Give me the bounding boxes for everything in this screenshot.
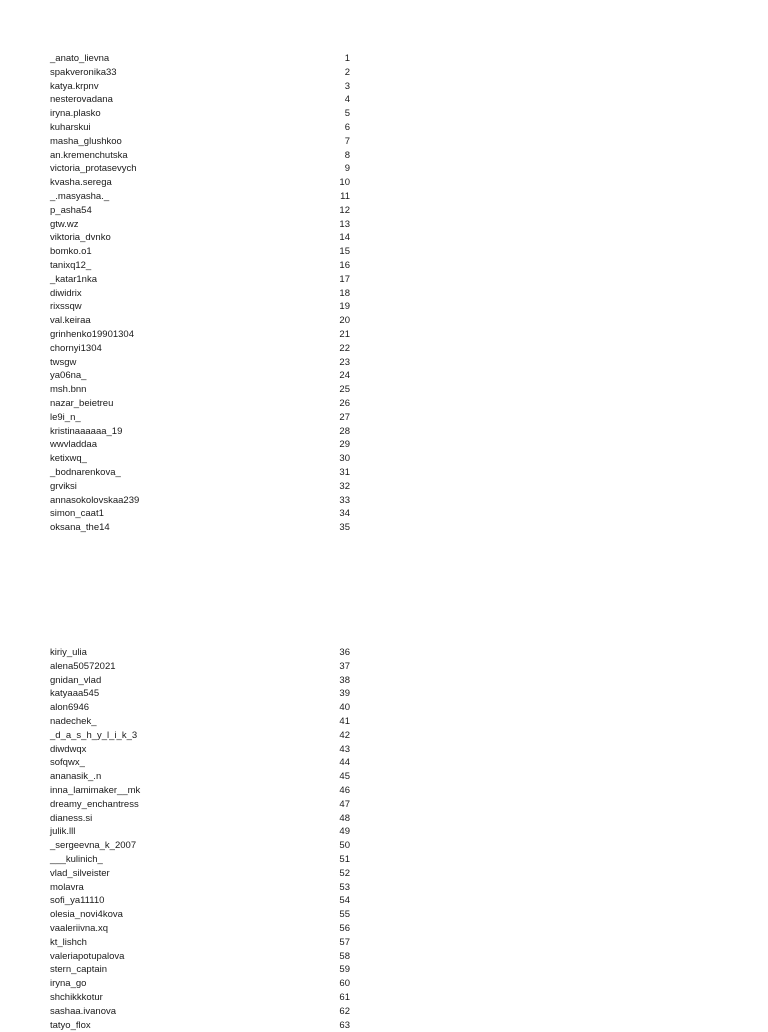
- list-item: [50, 218, 350, 232]
- list-item: [50, 411, 350, 425]
- list-item: [50, 176, 350, 190]
- username-text: chornyi1304: [50, 342, 102, 354]
- username-text: kuharskui: [50, 121, 91, 133]
- username-text: bomko.o1: [50, 246, 92, 258]
- username-text: molavra: [50, 881, 84, 893]
- row-number: 47: [339, 798, 350, 810]
- username-text: dreamy_enchantress: [50, 798, 139, 810]
- row-number: 38: [339, 674, 350, 686]
- username-text: simon_caat1: [50, 508, 104, 520]
- username-text: gnidan_vlad: [50, 674, 102, 686]
- list-item: [50, 273, 350, 287]
- row-number: 7: [344, 135, 350, 147]
- list-item: [50, 287, 350, 301]
- username-text: nadechek_: [50, 715, 97, 727]
- list-item: [50, 963, 350, 977]
- username-text: vaaleriivna.xq: [50, 922, 109, 934]
- list-item: [50, 646, 350, 660]
- row-number: 56: [339, 922, 350, 934]
- row-number: 35: [339, 522, 350, 534]
- row-number: 34: [339, 508, 350, 520]
- row-number: 48: [339, 812, 350, 824]
- username-text: le9i_n_: [50, 411, 81, 423]
- username-text: olesia_novi4kova: [50, 909, 123, 921]
- list-item: [50, 660, 350, 674]
- row-number: 1: [344, 53, 350, 64]
- list-item: [50, 991, 350, 1005]
- username-text: katyaaa545: [50, 688, 100, 700]
- list-item: [50, 674, 350, 688]
- list-item: [50, 798, 350, 812]
- username-text: rixssqw: [50, 301, 82, 313]
- row-number: 43: [339, 743, 350, 755]
- list-item: [50, 715, 350, 729]
- row-number: 42: [339, 729, 350, 741]
- username-text: msh.bnn: [50, 384, 87, 396]
- list-item: [50, 93, 350, 107]
- username-text: nazar_beietreu: [50, 397, 114, 409]
- row-number: 49: [339, 826, 350, 838]
- list-item: [50, 149, 350, 163]
- row-number: 37: [339, 660, 350, 672]
- username-text: alena50572021: [50, 660, 116, 672]
- list-item: [50, 784, 350, 798]
- row-number: 12: [339, 204, 350, 216]
- username-text: valeriapotupalova: [50, 950, 125, 962]
- row-number: 28: [339, 425, 350, 437]
- row-number: 29: [339, 439, 350, 451]
- username-text: ketixwq_: [50, 453, 87, 465]
- row-number: 15: [339, 246, 350, 258]
- list-item: [50, 314, 350, 328]
- username-text: diwdwqx: [50, 743, 87, 755]
- username-text: tatyo_flox: [50, 1019, 91, 1031]
- username-text: _katar1nka: [50, 273, 98, 285]
- list-item: [50, 356, 350, 370]
- username-text: victoria_protasevych: [50, 163, 137, 175]
- username-text: masha_glushkoo: [50, 135, 122, 147]
- row-number: 5: [344, 108, 350, 120]
- list-item: [50, 701, 350, 715]
- list-item: [50, 121, 350, 135]
- list-item: [50, 825, 350, 839]
- list-item: [50, 812, 350, 826]
- list-item: [50, 52, 350, 66]
- list-item: [50, 1005, 350, 1019]
- username-text: dianess.si: [50, 812, 93, 824]
- row-number: 9: [344, 163, 350, 175]
- row-number: 32: [339, 480, 350, 492]
- username-text: ___kulinich_: [50, 853, 103, 865]
- list-item: [50, 950, 350, 964]
- row-number: 19: [339, 301, 350, 313]
- row-number: 20: [339, 315, 350, 327]
- row-number: 18: [339, 287, 350, 299]
- row-number: 13: [339, 218, 350, 230]
- username-text: viktoria_dvnko: [50, 232, 111, 244]
- list-item: [50, 507, 350, 521]
- username-text: twsgw: [50, 356, 77, 368]
- row-number: 31: [339, 466, 350, 478]
- username-text: _d_a_s_h_y_l_i_k_3: [50, 729, 138, 741]
- row-number: 59: [339, 964, 350, 976]
- username-text: annasokolovskaa239: [50, 494, 140, 506]
- list-item: [50, 383, 350, 397]
- row-number: 61: [339, 991, 350, 1003]
- row-number: 62: [339, 1005, 350, 1017]
- row-number: 2: [344, 66, 350, 78]
- row-number: 4: [344, 94, 350, 106]
- list-item: [50, 231, 350, 245]
- username-text: _.masyasha._: [50, 190, 110, 202]
- list-item: [50, 908, 350, 922]
- list-item: [50, 977, 350, 991]
- row-number: 27: [339, 411, 350, 423]
- username-text: _anato_lievna: [50, 53, 110, 64]
- username-text: kt_lishch: [50, 936, 87, 948]
- username-text: grviksi: [50, 480, 77, 492]
- row-number: 36: [339, 647, 350, 658]
- list-item: [50, 881, 350, 895]
- row-number: 17: [339, 273, 350, 285]
- username-text: stern_captain: [50, 964, 108, 976]
- row-number: 54: [339, 895, 350, 907]
- list-item: [50, 190, 350, 204]
- username-text: katya.krpnv: [50, 80, 99, 92]
- list-item: [50, 425, 350, 439]
- username-text: grinhenko19901304: [50, 328, 134, 340]
- row-number: 30: [339, 453, 350, 465]
- row-number: 63: [339, 1019, 350, 1031]
- list-item: [50, 839, 350, 853]
- row-number: 21: [339, 328, 350, 340]
- username-text: sofqwx_: [50, 757, 85, 769]
- username-text: alon6946: [50, 702, 90, 714]
- username-text: nesterovadana: [50, 94, 113, 106]
- row-number: 14: [339, 232, 350, 244]
- list-item: [50, 853, 350, 867]
- username-text: julik.lll: [50, 826, 76, 838]
- list-block-2: [50, 646, 350, 1032]
- row-number: 60: [339, 978, 350, 990]
- username-text: tanixq12_: [50, 259, 92, 271]
- row-number: 25: [339, 384, 350, 396]
- username-text: an.kremenchutska: [50, 149, 128, 161]
- list-item: [50, 480, 350, 494]
- row-number: 16: [339, 259, 350, 271]
- username-text: ya06na_: [50, 370, 87, 382]
- list-item: [50, 756, 350, 770]
- username-text: ananasik_.n: [50, 771, 102, 783]
- row-number: 8: [344, 149, 350, 161]
- row-number: 24: [339, 370, 350, 382]
- row-number: 26: [339, 397, 350, 409]
- list-item: [50, 894, 350, 908]
- list-item: [50, 936, 350, 950]
- list-item: [50, 466, 350, 480]
- list-item: [50, 80, 350, 94]
- username-text: iryna.plasko: [50, 108, 101, 120]
- row-number: 40: [339, 702, 350, 714]
- username-text: iryna_go: [50, 978, 87, 990]
- username-text: p_asha54: [50, 204, 92, 216]
- list-item: [50, 369, 350, 383]
- row-number: 46: [339, 784, 350, 796]
- list-item: [50, 245, 350, 259]
- username-text: kiriy_ulia: [50, 647, 87, 658]
- list-item: [50, 521, 350, 535]
- list-item: [50, 494, 350, 508]
- username-text: kvasha.serega: [50, 177, 112, 189]
- row-number: 11: [340, 190, 350, 202]
- row-number: 22: [339, 342, 350, 354]
- list-item: [50, 259, 350, 273]
- username-text: vlad_silveister: [50, 867, 110, 879]
- list-item: [50, 328, 350, 342]
- row-number: 57: [339, 936, 350, 948]
- row-number: 51: [339, 853, 350, 865]
- list-item: [50, 162, 350, 176]
- username-text: val.keiraa: [50, 315, 91, 327]
- row-number: 55: [339, 909, 350, 921]
- username-text: _bodnarenkova_: [50, 466, 121, 478]
- list-item: [50, 135, 350, 149]
- row-number: 53: [339, 881, 350, 893]
- row-number: 41: [339, 715, 350, 727]
- list-item: [50, 204, 350, 218]
- username-text: oksana_the14: [50, 522, 110, 534]
- username-text: gtw.wz: [50, 218, 79, 230]
- list-item: [50, 300, 350, 314]
- list-item: [50, 342, 350, 356]
- username-text: sashaa.ivanova: [50, 1005, 117, 1017]
- row-number: 33: [339, 494, 350, 506]
- row-number: 23: [339, 356, 350, 368]
- list-item: [50, 867, 350, 881]
- row-number: 10: [339, 177, 350, 189]
- row-number: 45: [339, 771, 350, 783]
- username-text: wwvladdaa: [50, 439, 97, 451]
- list-item: [50, 1019, 350, 1032]
- row-number: 44: [339, 757, 350, 769]
- username-text: inna_lamimaker__mk: [50, 784, 141, 796]
- username-text: _sergeevna_k_2007: [50, 840, 137, 852]
- list-item: [50, 66, 350, 80]
- row-number: 58: [339, 950, 350, 962]
- list-item: [50, 397, 350, 411]
- row-number: 6: [344, 121, 350, 133]
- list-item: [50, 107, 350, 121]
- list-item: [50, 452, 350, 466]
- username-text: shchikkkotur: [50, 991, 103, 1003]
- row-number: 3: [344, 80, 350, 92]
- list-block-1: [50, 52, 350, 535]
- username-text: spakveronika33: [50, 66, 117, 78]
- list-item: [50, 729, 350, 743]
- username-text: kristinaaaaaa_19: [50, 425, 123, 437]
- username-text: diwidrix: [50, 287, 82, 299]
- username-text: sofi_ya11110: [50, 895, 105, 907]
- list-item: [50, 770, 350, 784]
- list-item: [50, 922, 350, 936]
- list-item: [50, 438, 350, 452]
- row-number: 50: [339, 840, 350, 852]
- row-number: 39: [339, 688, 350, 700]
- list-item: [50, 687, 350, 701]
- list-item: [50, 743, 350, 757]
- row-number: 52: [339, 867, 350, 879]
